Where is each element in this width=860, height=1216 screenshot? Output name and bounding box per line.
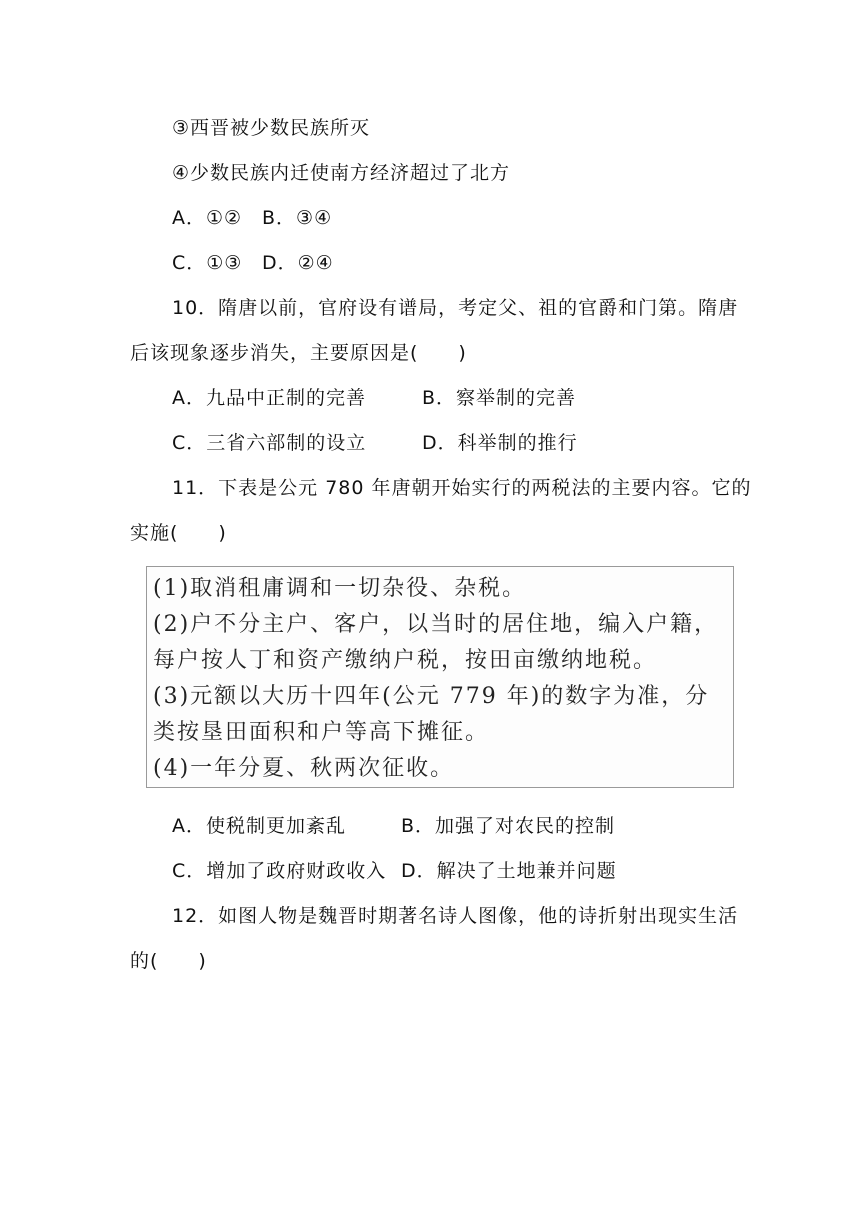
q10-option-a: A．九品中正制的完善 [172,387,366,409]
table-line-4: (3)元额以大历十四年(公元 779 年)的数字为准，分 [153,684,710,709]
table-line-6: (4)一年分夏、秋两次征收。 [153,756,455,781]
q11-option-d: D．解决了土地兼并问题 [401,860,617,882]
q10-stem-line1: 10．隋唐以前，官府设有谱局，考定父、祖的官爵和门第。隋唐 [172,297,739,319]
q12-stem-line2: 的( ) [130,950,207,972]
q9-option-d: D．②④ [262,252,334,274]
q9-option-a: A．①② [172,207,243,229]
q11-stem-line1: 11．下表是公元 780 年唐朝开始实行的两税法的主要内容。它的 [172,477,752,499]
q12-stem-line1: 12．如图人物是魏晋时期著名诗人图像，他的诗折射出现实生活 [172,905,739,927]
q9-option-c: C．①③ [172,252,243,274]
q9-option-b: B．③④ [262,207,333,229]
q10-option-d: D．科举制的推行 [422,432,578,454]
table-line-5: 类按垦田面积和户等高下摊征。 [153,720,490,745]
q10-stem-line2: 后该现象逐步消失，主要原因是( ) [130,342,467,364]
q10-option-c: C．三省六部制的设立 [172,432,367,454]
q9-item-3: ③西晋被少数民族所灭 [172,117,371,139]
table-line-3: 每户按人丁和资产缴纳户税，按田亩缴纳地税。 [153,648,658,673]
q11-option-c: C．增加了政府财政收入 [172,860,387,882]
two-tax-law-table [146,566,734,788]
table-line-2: (2)户不分主户、客户，以当时的居住地，编入户籍， [153,612,719,637]
q10-option-b: B．察举制的完善 [422,387,577,409]
q9-item-4: ④少数民族内迁使南方经济超过了北方 [172,162,511,184]
q11-stem-line2: 实施( ) [130,522,227,544]
q11-option-a: A．使税制更加紊乱 [172,815,346,837]
q11-option-b: B．加强了对农民的控制 [401,815,616,837]
table-line-1: (1)取消租庸调和一切杂役、杂税。 [153,576,527,601]
